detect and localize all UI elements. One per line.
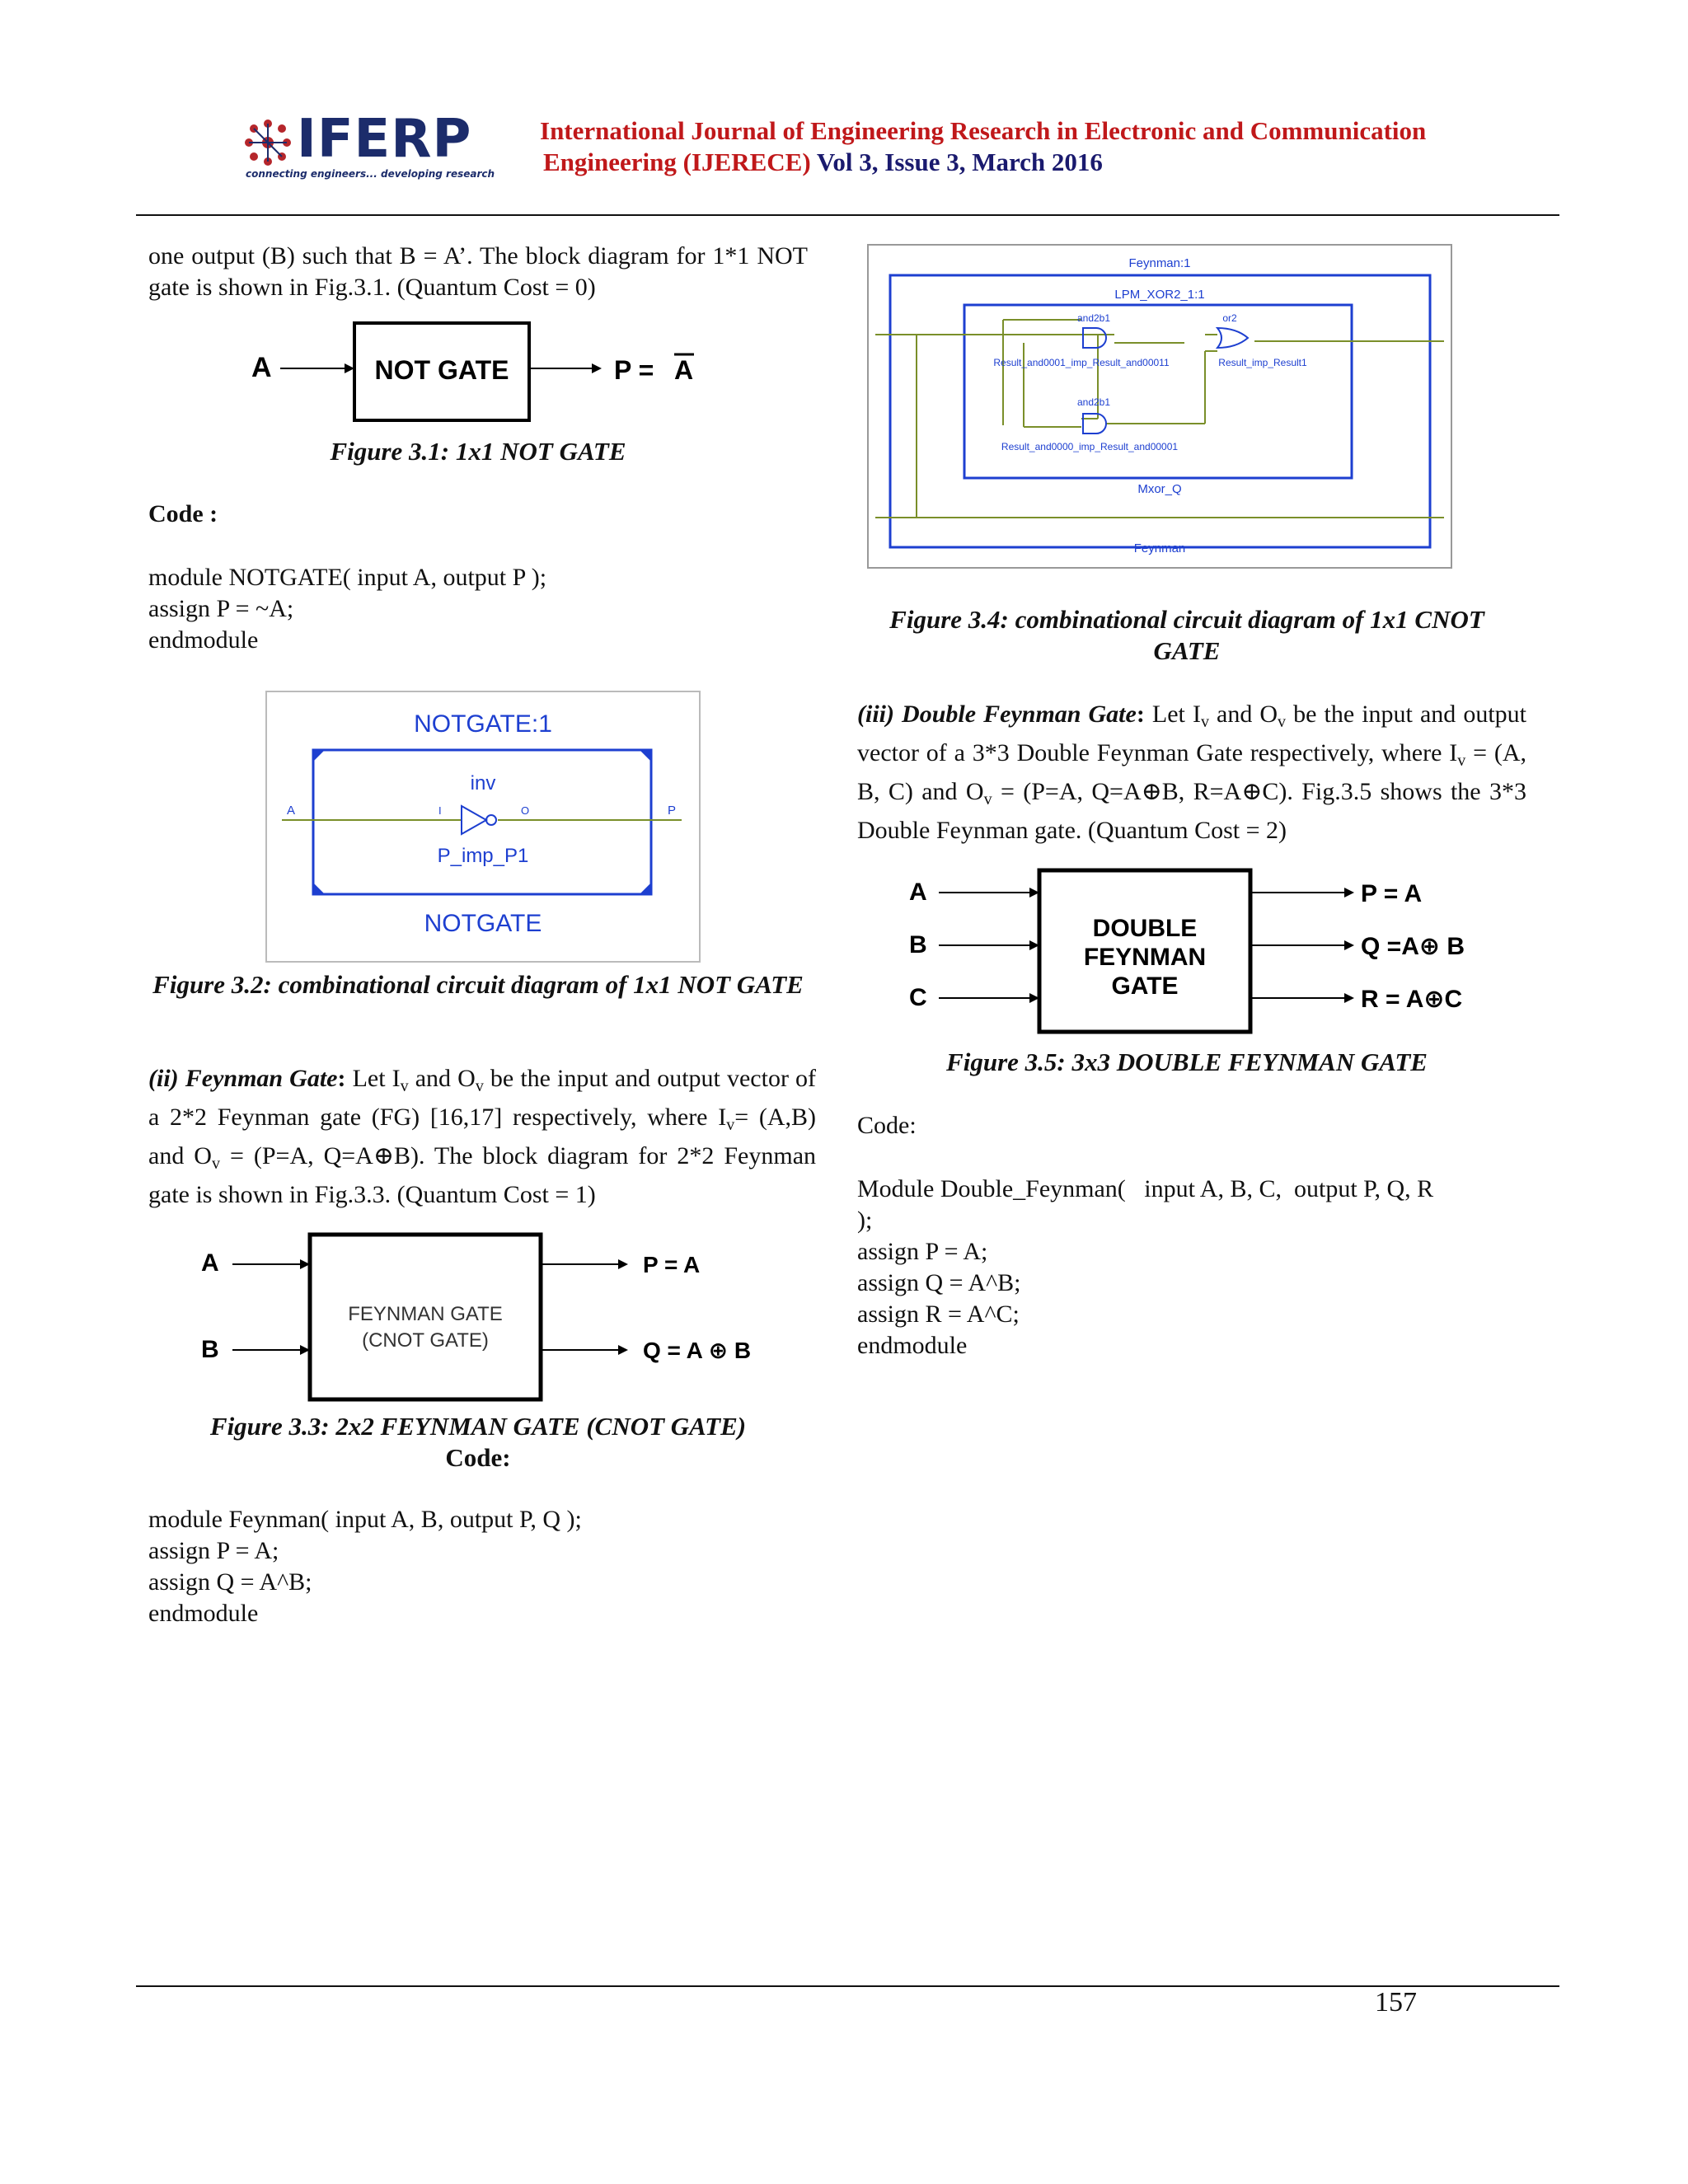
feynman-paragraph: (ii) Feynman Gate: Let $I_v$ and $O_v$ be the input and output vector of a 2*2 Feynman gate (FG) [16,17] respectively, where $I_v= (A,B)$ and $O_v = (P=A$, Q=A⊕B). The block diagram for 2*2 Feynman gate is shown in Fig.3.3. (Quantum Cost = 1): [148, 1065, 817, 1208]
fig35-box-line2: FEYNMAN: [1083, 944, 1207, 971]
fig34-result1: Result_and0001_imp_Result_and00011: [993, 357, 1170, 368]
fig34-and1-label: and2b1: [1076, 312, 1111, 324]
fig34-bottom-label: Feynman: [1133, 541, 1186, 555]
fig34-or2-label: or2: [1222, 312, 1237, 324]
fig35-in2: B: [909, 931, 927, 958]
figure-3-3: [190, 1228, 783, 1409]
fig35-out1: P = A: [1361, 880, 1423, 907]
fig35-in1: A: [909, 879, 927, 906]
header-rule: [136, 214, 1559, 216]
fig31-output-var: A: [674, 355, 694, 385]
code-line: endmodule: [148, 626, 259, 654]
fig32-caption: Figure 3.2: combinational circuit diagram of 1x1 NOT GATE: [152, 970, 804, 999]
fig32-pin-i: I: [438, 804, 442, 817]
code-line: assign Q = A^B;: [148, 1568, 312, 1596]
code-line: module Feynman( input A, B, output P, Q );: [148, 1506, 582, 1533]
fig33-out2: Q = A ⊕ B: [643, 1338, 752, 1363]
fig32-gate-name: inv: [470, 772, 496, 794]
fig32-pin-o: O: [521, 804, 530, 817]
code-line: assign R = A^C;: [857, 1301, 1020, 1328]
code-block-2: [148, 1504, 582, 1629]
logo-text: IFERP: [297, 109, 472, 170]
fig35-box-line3: GATE: [1111, 972, 1179, 1000]
fig34-result2: Result_imp_Result1: [1218, 357, 1307, 368]
fig33-box-line2: (CNOT GATE): [362, 1329, 489, 1352]
code-label-2: Code:: [445, 1443, 511, 1472]
figure-3-1: [239, 313, 717, 429]
code-line: endmodule: [857, 1332, 968, 1359]
fig34-caption: Figure 3.4: combinational circuit diagram of 1x1 CNOT GATE: [889, 605, 1484, 665]
fig33-box-line1: FEYNMAN GATE: [348, 1303, 503, 1325]
code-line: Module Double_Feynman( input A, B, C, output P, Q, R: [857, 1175, 1434, 1202]
fig35-caption: Figure 3.5: 3x3 DOUBLE FEYNMAN GATE: [946, 1047, 1428, 1076]
code-line: assign P = A;: [857, 1238, 988, 1265]
figure-3-5: [903, 865, 1496, 1038]
fig35-out2: Q =A⊕ B: [1361, 933, 1465, 960]
figure-3-4: [867, 244, 1452, 569]
fig33-caption: Figure 3.3: 2x2 FEYNMAN GATE (CNOT GATE): [209, 1412, 747, 1441]
fig34-top-label: Feynman:1: [1128, 256, 1191, 270]
fig34-mxor: Mxor_Q: [1137, 482, 1182, 496]
fig35-box-line1: DOUBLE: [1092, 915, 1198, 942]
fig31-output-label: P =: [614, 355, 654, 385]
journal-line-1: International Journal of Engineering Research in Electronic and Communication: [540, 116, 1427, 145]
fig35-out3: R = A⊕C: [1361, 986, 1463, 1013]
fig32-instance: P_imp_P1: [437, 845, 529, 867]
fig32-out-port: P: [668, 804, 677, 818]
code-label-3: Code:: [857, 1112, 917, 1139]
fig33-out1: P = A: [643, 1252, 701, 1277]
fig33-in2: B: [201, 1336, 219, 1363]
code-line: );: [857, 1207, 873, 1234]
fig32-in-port: A: [287, 804, 296, 818]
fig32-title: NOTGATE:1: [414, 710, 552, 738]
code-line: assign P = A;: [148, 1537, 279, 1564]
fig32-bottom-label: NOTGATE: [424, 910, 542, 937]
fig31-caption: Figure 3.1: 1x1 NOT GATE: [330, 437, 626, 466]
journal-line-2: Engineering (IJERECE) Vol 3, Issue 3, March 2016: [543, 148, 1103, 176]
molecule-logo-icon: [239, 114, 297, 171]
logo-tagline: connecting engineers... developing research: [246, 168, 495, 180]
fig33-in1: A: [201, 1249, 219, 1277]
fig31-box-label: NOT GATE: [374, 355, 509, 385]
fig31-input-label: A: [251, 352, 272, 383]
code-block-3: [857, 1174, 1533, 1361]
footer-rule: [136, 1985, 1559, 1987]
fig35-in3: C: [909, 984, 927, 1011]
code-block-1: [148, 562, 546, 656]
code-line: module NOTGATE( input A, output P );: [148, 564, 547, 591]
fig34-inner-label: LPM_XOR2_1:1: [1114, 288, 1205, 302]
fig34-result3: Result_and0000_imp_Result_and00001: [1001, 441, 1179, 452]
code-line: assign P = ~A;: [148, 595, 294, 622]
code-label-1: Code :: [148, 500, 218, 527]
code-line: endmodule: [148, 1600, 259, 1627]
double-feynman-paragraph: (iii) Double Feynman Gate: Let $I_v$ and $O_v$ be the input and output vector of a 3*3 Double Feynman Gate respectively, where $I_v = (A$, B, C) and $O_v = (P=A$, Q=A⊕B, R=A⊕C). Fig.3.5 shows the 3*3 Double Feynman gate. (Quantum Cost = 2): [857, 701, 1526, 844]
intro-paragraph: one output (B) such that B = A’. The block diagram for 1*1 NOT gate is shown in Fig.3.1. (Quantum Cost = 0): [148, 242, 808, 301]
code-line: assign Q = A^B;: [857, 1269, 1021, 1296]
header-logo: [239, 109, 495, 183]
page-number: 157: [1375, 1987, 1417, 2018]
fig34-and2-label: and2b1: [1076, 396, 1111, 408]
journal-title: [540, 115, 1578, 178]
figure-3-2: [265, 691, 701, 963]
